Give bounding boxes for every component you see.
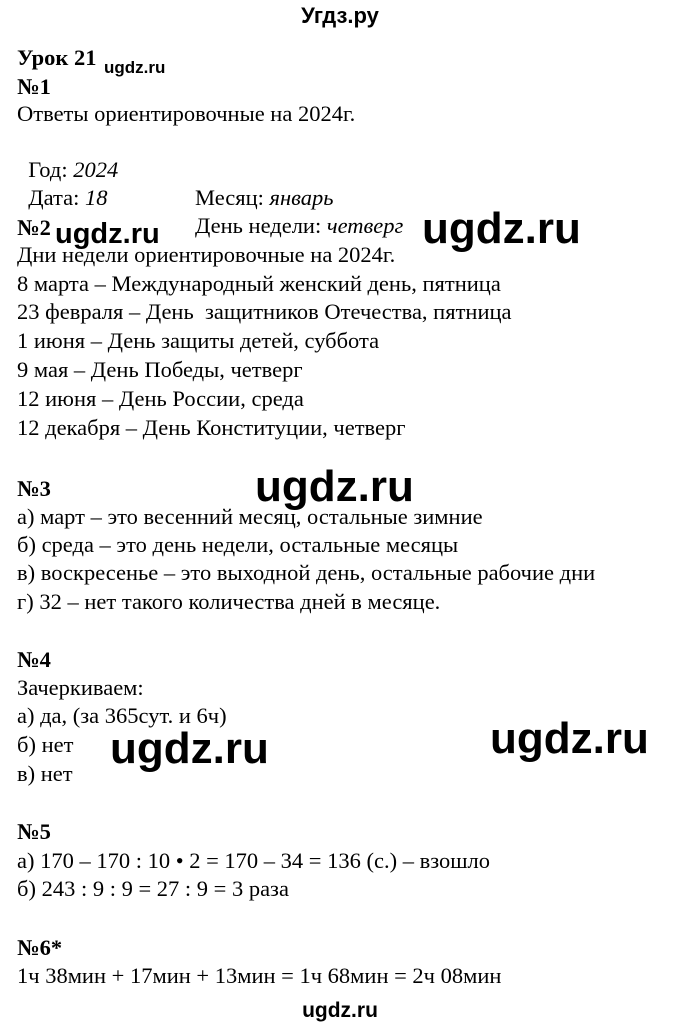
weekday-label: День недели: [195,213,322,238]
task4-line: в) нет [17,761,73,786]
month-value: январь [269,185,334,210]
task3-line: б) среда – это день недели, остальные месяцы [17,532,459,557]
task4-line: а) да, (за 365сут. и 6ч) [17,703,227,728]
watermark: ugdz.ru [104,58,166,77]
footer-watermark: ugdz.ru [302,999,378,1022]
task5-line: б) 243 : 9 : 9 = 27 : 9 = 3 раза [17,876,289,901]
watermark: ugdz.ru [422,204,581,253]
task2-line: 8 марта – Международный женский день, пятница [17,271,501,296]
task4-line: б) нет [17,732,74,757]
task3-line: г) 32 – нет такого количества дней в месяце. [17,589,441,614]
watermark: ugdz.ru [55,218,160,250]
watermark: ugdz.ru [255,462,414,511]
task1-note: Ответы ориентировочные на 2024г. [17,101,356,126]
site-title: Угдз.ру [301,3,379,28]
task5-heading: №5 [17,819,51,844]
task6-line: 1ч 38мин + 17мин + 13мин = 1ч 68мин = 2ч 08мин [17,963,502,988]
task3-heading: №3 [17,476,51,501]
watermark: ugdz.ru [490,714,649,763]
year-label: Год: [28,157,68,182]
date-value: 18 [84,185,108,210]
date-label: Дата: [28,185,80,210]
task1-heading: №1 [17,74,51,99]
task2-line: Дни недели ориентировочные на 2024г. [17,242,396,267]
task2-heading: №2 [17,215,51,240]
task5-line: а) 170 – 170 : 10 • 2 = 170 – 34 = 136 (с.) – взошло [17,848,491,873]
weekday-value: четверг [326,213,404,238]
lesson-title: Урок 21 [17,45,97,70]
task2-line: 12 июня – День России, среда [17,386,304,411]
task2-line: 23 февраля – День защитников Отечества, пятница [17,299,512,324]
task3-line: а) март – это весенний месяц, остальные зимние [17,504,483,529]
task3-line: в) воскресенье – это выходной день, остальные рабочие дни [17,560,596,585]
task6-heading: №6* [17,935,63,960]
task2-line: 12 декабря – День Конституции, четверг [17,415,406,440]
month-label: Месяц: [195,185,264,210]
watermark: ugdz.ru [110,724,269,773]
task4-heading: №4 [17,647,51,672]
task2-line: 1 июня – День защиты детей, суббота [17,328,380,353]
task2-line: 9 мая – День Победы, четверг [17,357,303,382]
year-value: 2024 [73,157,119,182]
task4-line: Зачеркиваем: [17,675,144,700]
